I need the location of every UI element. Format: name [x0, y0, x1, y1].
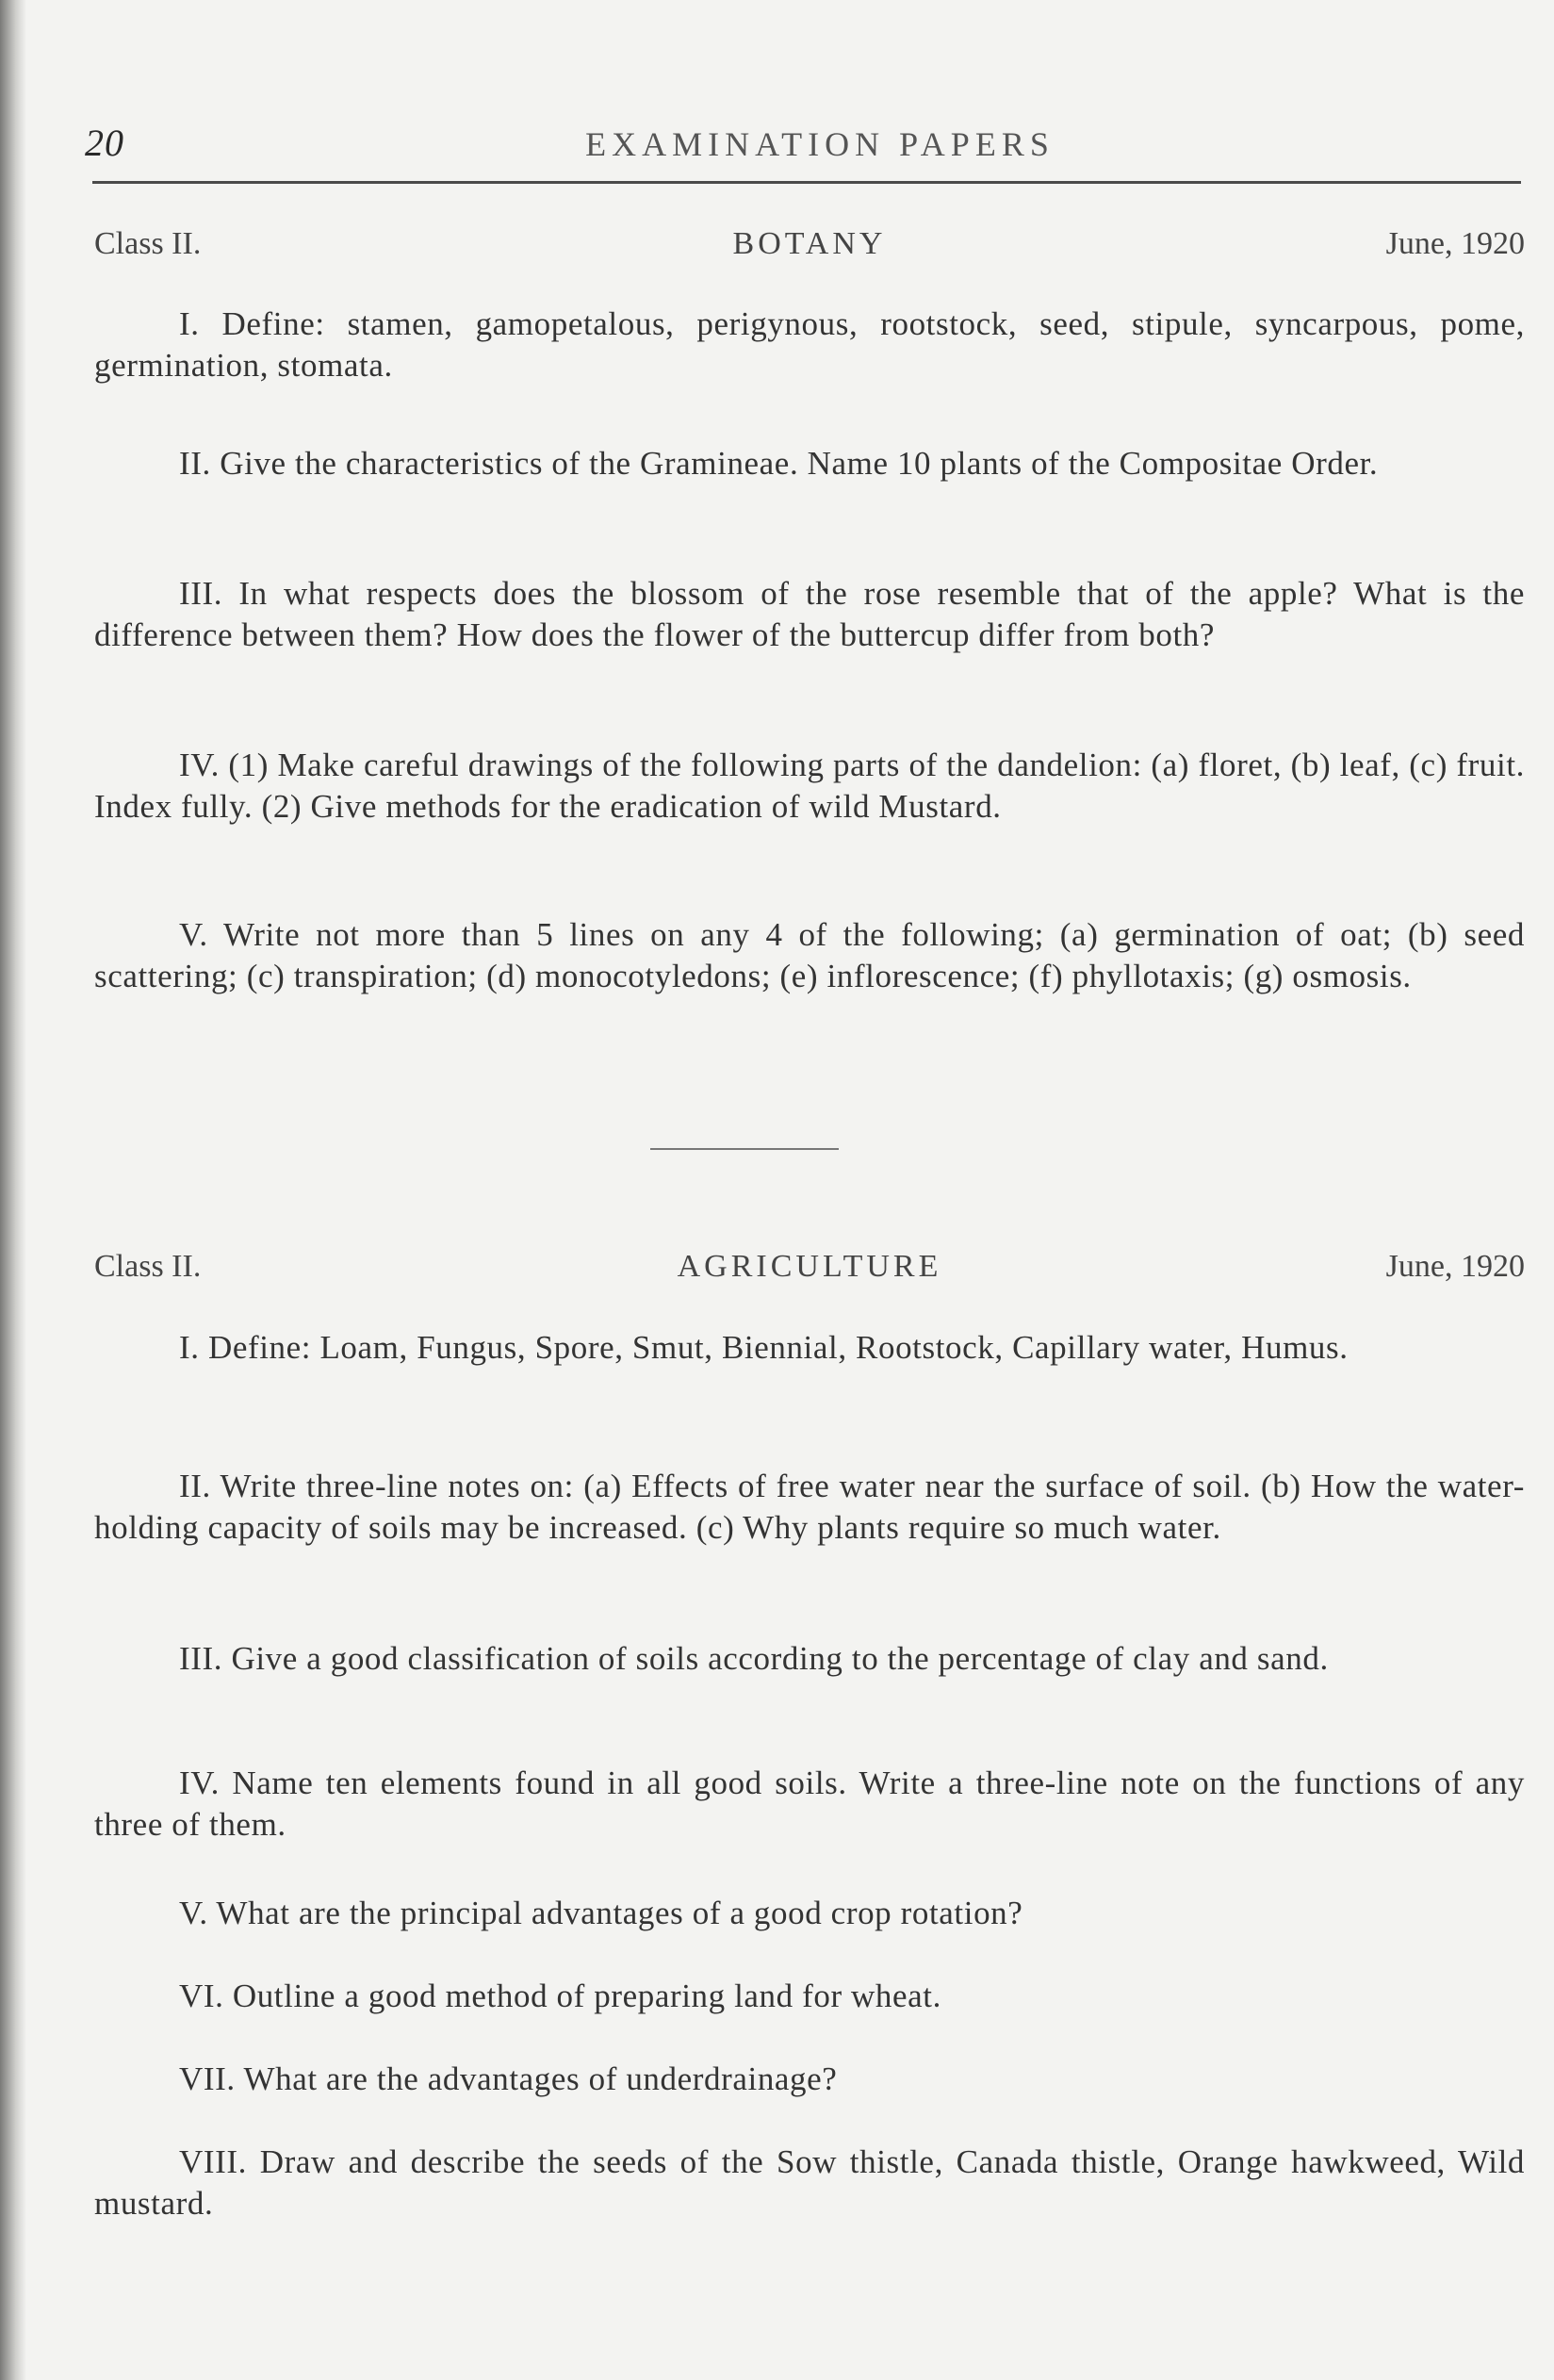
page-number: 20 — [85, 122, 124, 164]
botany-question-3: III. In what respects does the blossom of the rose resemble that of the apple? What is the difference between them? How does the flower of the buttercup differ from both? — [94, 575, 1525, 653]
page-edge-shadow — [0, 0, 26, 2380]
botany-subject: BOTANY — [732, 226, 887, 261]
agriculture-date: June, 1920 — [1385, 1249, 1525, 1284]
running-head-title: EXAMINATION PAPERS — [585, 125, 1055, 163]
running-head — [85, 121, 1554, 177]
agriculture-question-7: VII. What are the advantages of underdrainage? — [179, 2060, 838, 2097]
botany-question-2: II. Give the characteristics of the Gramineae. Name 10 plants of the Compositae Order. — [179, 445, 1379, 482]
agriculture-question-4: IV. Name ten elements found in all good soils. Write a three-line note on the functions of any three of them. — [94, 1764, 1525, 1843]
agriculture-class-line — [94, 1249, 1525, 1296]
agriculture-subject: AGRICULTURE — [677, 1249, 942, 1284]
botany-question-4: IV. (1) Make careful drawings of the following parts of the dandelion: (a) floret, (b) leaf, (c) fruit. Index fully. (2) Give methods for the eradication of wild Mustard. — [94, 747, 1525, 825]
botany-class-line — [94, 226, 1525, 273]
botany-date: June, 1920 — [1385, 226, 1525, 261]
botany-question-5: V. Write not more than 5 lines on any 4 of the following; (a) germination of oat; (b) seed scattering; (c) transpiration; (d) monocotyledons; (e) inflorescence; (f) phyllotaxis; (g) osmosis. — [94, 916, 1525, 994]
agriculture-question-6: VI. Outline a good method of preparing land for wheat. — [179, 1978, 941, 2014]
agriculture-question-5: V. What are the principal advantages of a good crop rotation? — [179, 1895, 1023, 1931]
botany-question-1: I. Define: stamen, gamopetalous, perigynous, rootstock, seed, stipule, syncarpous, pome, germination, stomata. — [94, 305, 1525, 384]
agriculture-question-8: VIII. Draw and describe the seeds of the Sow thistle, Canada thistle, Orange hawkweed, Wild mustard. — [94, 2143, 1525, 2222]
agriculture-question-3: III. Give a good classification of soils according to the percentage of clay and sand. — [179, 1640, 1329, 1677]
botany-class: Class II. — [94, 226, 202, 261]
agriculture-question-1: I. Define: Loam, Fungus, Spore, Smut, Biennial, Rootstock, Capillary water, Humus. — [179, 1329, 1349, 1366]
agriculture-question-2: II. Write three-line notes on: (a) Effects of free water near the surface of soil. (b) How the water-holding capacity of soils may be increased. (c) Why plants require so much water. — [94, 1468, 1525, 1546]
header-rule — [92, 181, 1521, 184]
agriculture-class: Class II. — [94, 1249, 202, 1284]
section-divider — [650, 1148, 839, 1150]
